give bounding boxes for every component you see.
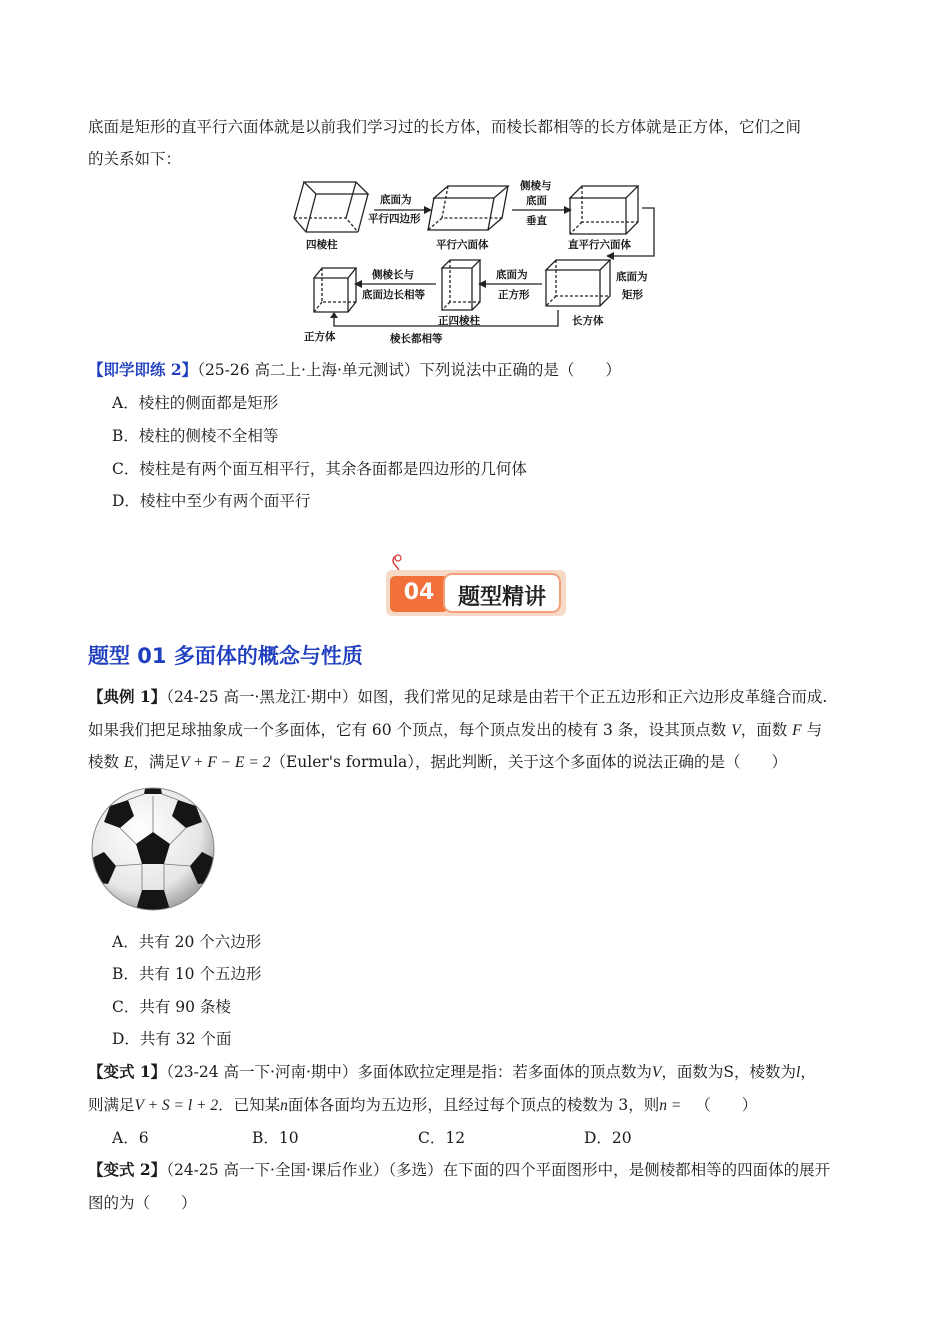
label-right-parallelepiped: 直平行六面体 bbox=[568, 239, 631, 251]
example-var-v: V bbox=[731, 722, 741, 739]
label-cube: 正方体 bbox=[304, 331, 336, 343]
arrow-5-label-a: 侧棱长与 bbox=[372, 269, 414, 281]
variant2-line-2: 图的为（ ） bbox=[88, 1194, 197, 1212]
example-text-2e: 与 bbox=[806, 721, 823, 739]
practice-source: （25-26 高二上·上海·单元测试）下列说法中正确的是（ ） bbox=[197, 361, 621, 379]
example-text-1: （24-25 高一·黑龙江·期中）如图，我们常见的足球是由若干个正五边形和正六边形皮革缝合而成. bbox=[166, 688, 828, 706]
variant1-text-2e: 面体各面均为五边形，且经过每个顶点的棱数为 3，则 bbox=[287, 1096, 660, 1114]
variant1-text-1g: ， bbox=[800, 1063, 816, 1081]
variant1-paren: （ ） bbox=[695, 1096, 758, 1114]
variant1-equation: V + S = l + 2 bbox=[134, 1097, 219, 1114]
euler-equation: V + F − E = 2 bbox=[179, 754, 271, 771]
example-option-b: B．共有 10 个五边形 bbox=[112, 965, 262, 983]
soccer-ball-image bbox=[90, 786, 216, 912]
section-title: 题型 01 多面体的概念与性质 bbox=[88, 644, 363, 668]
variant1-text-1a: （23-24 高一下·河南·期中）多面体欧拉定理是指：若多面体的顶点数为 bbox=[166, 1063, 652, 1081]
label-cuboid: 长方体 bbox=[572, 315, 604, 327]
variant1-n-equals: n = bbox=[659, 1097, 682, 1114]
arrow-2-label-c: 垂直 bbox=[526, 215, 547, 227]
arrow-2-label-b: 底面 bbox=[526, 195, 547, 207]
arrow-5-label-b: 底面边长相等 bbox=[362, 289, 425, 301]
practice-option-a: A．棱柱的侧面都是矩形 bbox=[112, 394, 279, 412]
example-option-d: D．共有 32 个面 bbox=[112, 1030, 232, 1048]
variant1-text-2c: ．已知某 bbox=[218, 1096, 281, 1114]
variant1-option-b: B．10 bbox=[252, 1129, 299, 1147]
variant1-text-2a: 则满足 bbox=[88, 1096, 135, 1114]
variant1-line-1 bbox=[88, 1060, 816, 1082]
example-line-2 bbox=[88, 718, 822, 740]
variant1-tag: 【变式 1】 bbox=[88, 1062, 167, 1081]
variant1-var-l: l bbox=[796, 1064, 801, 1081]
practice-option-c: C．棱柱是有两个面互相平行，其余各面都是四边形的几何体 bbox=[112, 460, 527, 478]
example-option-a: A．共有 20 个六边形 bbox=[112, 933, 262, 951]
variant1-option-c: C．12 bbox=[418, 1129, 466, 1147]
practice-question bbox=[88, 358, 621, 380]
example-text-2a: 如果我们把足球抽象成一个多面体，它有 60 个顶点，每个顶点发出的棱有 3 条，设其顶点数 bbox=[88, 721, 727, 739]
arrow-1-label-a: 底面为 bbox=[380, 194, 412, 206]
banner-label: 题型精讲 bbox=[457, 585, 546, 610]
practice-tag: 【即学即练 2】 bbox=[88, 360, 198, 379]
example-var-f: F bbox=[792, 722, 802, 739]
right-parallelepiped-figure bbox=[570, 186, 638, 234]
regular-quadrangular-prism-figure bbox=[442, 260, 480, 310]
variant1-text-1c: ，面数为 bbox=[661, 1063, 724, 1081]
label-parallelepiped: 平行六面体 bbox=[436, 239, 489, 251]
banner-number: 04 bbox=[403, 580, 435, 605]
example-text-2c: ，面数 bbox=[740, 721, 788, 739]
variant1-var-v: V bbox=[651, 1064, 662, 1081]
parallelepiped-figure bbox=[428, 186, 508, 230]
intro-line-1: 底面是矩形的直平行六面体就是以前我们学习过的长方体，而棱长都相等的长方体就是正方体，它们之间 bbox=[88, 118, 802, 136]
variant1-line-2 bbox=[88, 1093, 757, 1115]
arrow-2-label-a: 侧棱与 bbox=[520, 180, 552, 192]
arrow-3-label-b: 矩形 bbox=[622, 289, 643, 301]
cube-figure bbox=[314, 268, 356, 312]
label-regular-prism: 正四棱柱 bbox=[438, 315, 480, 327]
variant2-tag: 【变式 2】 bbox=[88, 1160, 167, 1179]
quadrangular-prism-figure bbox=[294, 182, 368, 232]
variant1-option-a: A．6 bbox=[112, 1129, 149, 1147]
example-text-3e: （Euler's formula），据此判断，关于这个多面体的说法正确的是（ ） bbox=[270, 753, 788, 771]
variant2-line-1 bbox=[88, 1158, 830, 1180]
arrow-4-label-a: 底面为 bbox=[496, 269, 528, 281]
arrow-6-label: 棱长都相等 bbox=[390, 333, 443, 345]
example-line-3 bbox=[88, 750, 787, 772]
variant1-var-n: n bbox=[280, 1097, 288, 1114]
example-tag: 【典例 1】 bbox=[88, 687, 167, 706]
example-option-c: C．共有 90 条棱 bbox=[112, 998, 231, 1016]
cuboid-figure bbox=[546, 260, 610, 306]
variant1-text-1e: ，棱数为 bbox=[734, 1063, 797, 1081]
intro-line-2: 的关系如下： bbox=[88, 150, 182, 168]
variant1-option-d: D．20 bbox=[584, 1129, 632, 1147]
example-var-e: E bbox=[123, 754, 134, 771]
section-banner bbox=[382, 552, 572, 624]
practice-option-b: B．棱柱的侧棱不全相等 bbox=[112, 427, 279, 445]
example-text-3c: ，满足 bbox=[133, 753, 180, 771]
label-quadrangular-prism: 四棱柱 bbox=[306, 239, 338, 251]
example-line-1 bbox=[88, 685, 827, 707]
arrow-1-label-b: 平行四边形 bbox=[368, 213, 421, 225]
arrow-4-label-b: 正方形 bbox=[498, 289, 530, 301]
example-text-3a: 棱数 bbox=[88, 753, 120, 771]
arrow-3-label-a: 底面为 bbox=[616, 271, 648, 283]
variant1-var-s: S bbox=[723, 1063, 735, 1081]
prism-relationship-diagram bbox=[286, 172, 666, 348]
practice-option-d: D．棱柱中至少有两个面平行 bbox=[112, 492, 311, 510]
variant2-text-1: （24-25 高一下·全国·课后作业）（多选）在下面的四个平面图形中，是侧棱都相等的四面体的展开 bbox=[166, 1161, 831, 1179]
